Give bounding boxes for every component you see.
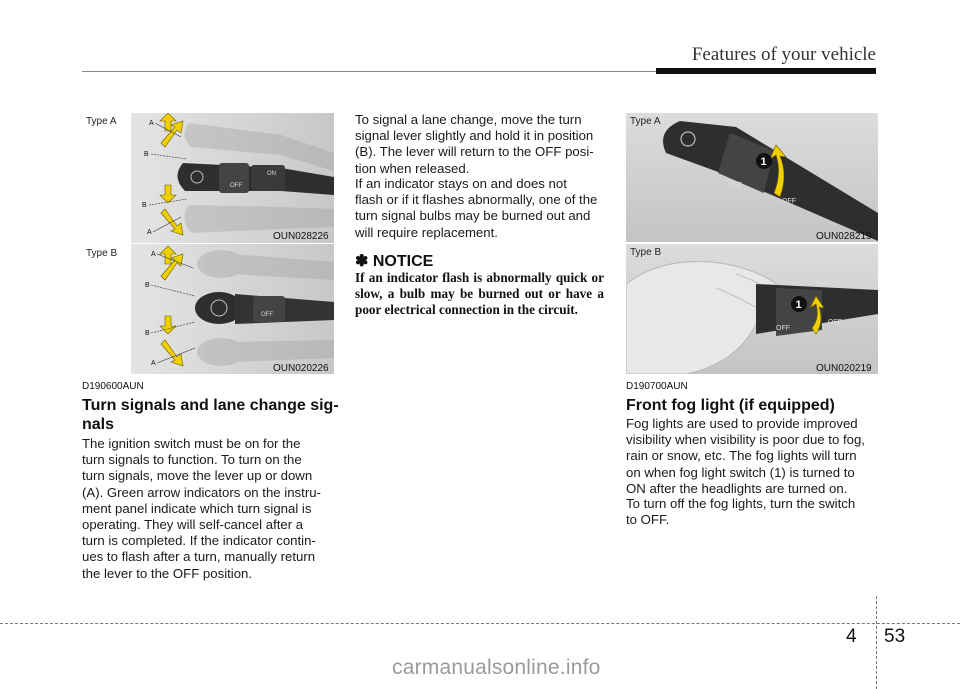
turn-signal-lever-illustration (131, 244, 334, 374)
header-bar (656, 68, 876, 74)
fog-light-switch-illustration (626, 244, 878, 374)
position-letter: B (144, 151, 149, 158)
lever-off-text: OFF (776, 325, 790, 332)
lane-change-paragraph: To signal a lane change, move the turn signal lever slightly and hold it in position (B). The lever will return to the OFF posi- tion when released. (355, 112, 594, 176)
callout-number: 1 (760, 156, 767, 168)
section-heading-fog-light: Front fog light (if equipped) (626, 397, 835, 414)
section-code: D190700AUN (626, 381, 688, 392)
turn-signals-paragraph: The ignition switch must be on for the turn signals to function. To turn on the turn signals, move the lever up or down (A). Green arrow indicators on the instru- ment panel indicate which turn signal is operating. They will self-cancel after a turn is completed. If the indicator contin- ues to flash after a turn, manually return the lever to the OFF position. (82, 436, 321, 581)
chapter-number: 4 (846, 626, 857, 647)
section-heading-turn-signals: Turn signals and lane change sig- nals (82, 397, 339, 433)
notice-title: ✽ NOTICE (355, 253, 434, 270)
lever-off-text: OFF (261, 312, 273, 318)
figure-label: Type A (86, 116, 117, 127)
position-letter: B (145, 330, 150, 337)
position-letter: B (145, 282, 150, 289)
figure-turn-signal-type-a (131, 113, 334, 243)
section-code: D190600AUN (82, 381, 144, 392)
figure-label: Type A (630, 116, 661, 127)
callout-number: 1 (795, 299, 802, 311)
lever-off-text: OFF (728, 182, 742, 189)
lever-off-text: OFF (230, 183, 242, 189)
position-letter: A (151, 360, 156, 367)
figure-fog-light-type-b (626, 244, 878, 374)
lever-off-text: OFF (782, 198, 796, 205)
page-number: 53 (884, 626, 906, 647)
footer-rule (0, 623, 960, 625)
notice-body: If an indicator flash is abnormally quick or slow, a bulb may be burned out or have a poor electrical connection in the circuit. (355, 270, 604, 317)
fog-light-switch-illustration (626, 113, 878, 242)
figure-code: OUN028219 (816, 231, 872, 242)
figure-code: OUN020226 (273, 363, 329, 374)
fog-light-paragraph: Fog lights are used to provide improved visibility when visibility is poor due to fog, rain or snow, etc. The fog lights will turn on when fog light switch (1) is turned to ON after the headlights are turned on. (626, 416, 865, 496)
lever-on-text: ON (267, 171, 276, 177)
position-letter: B (142, 202, 147, 209)
figure-code: OUN028226 (273, 231, 329, 242)
figure-fog-light-type-a (626, 113, 878, 242)
position-letter: A (149, 120, 154, 127)
turn-signal-lever-illustration (131, 113, 334, 243)
position-letter: A (151, 251, 156, 258)
figure-label: Type B (86, 248, 118, 259)
indicator-paragraph: If an indicator stays on and does not flash or if it flashes abnormally, one of the turn signal bulbs may be burned out and will require replacement. (355, 176, 598, 240)
fog-light-off-paragraph: To turn off the fog lights, turn the switch to OFF. (626, 496, 856, 528)
lever-off-text: OFF (828, 319, 842, 326)
figure-label: Type B (630, 247, 662, 258)
position-letter: A (147, 229, 152, 236)
watermark: carmanualsonline.info (392, 656, 601, 679)
figure-turn-signal-type-b (131, 244, 334, 374)
chapter-header-title: Features of your vehicle (691, 44, 876, 65)
footer-divider (876, 596, 878, 689)
figure-code: OUN020219 (816, 363, 872, 374)
